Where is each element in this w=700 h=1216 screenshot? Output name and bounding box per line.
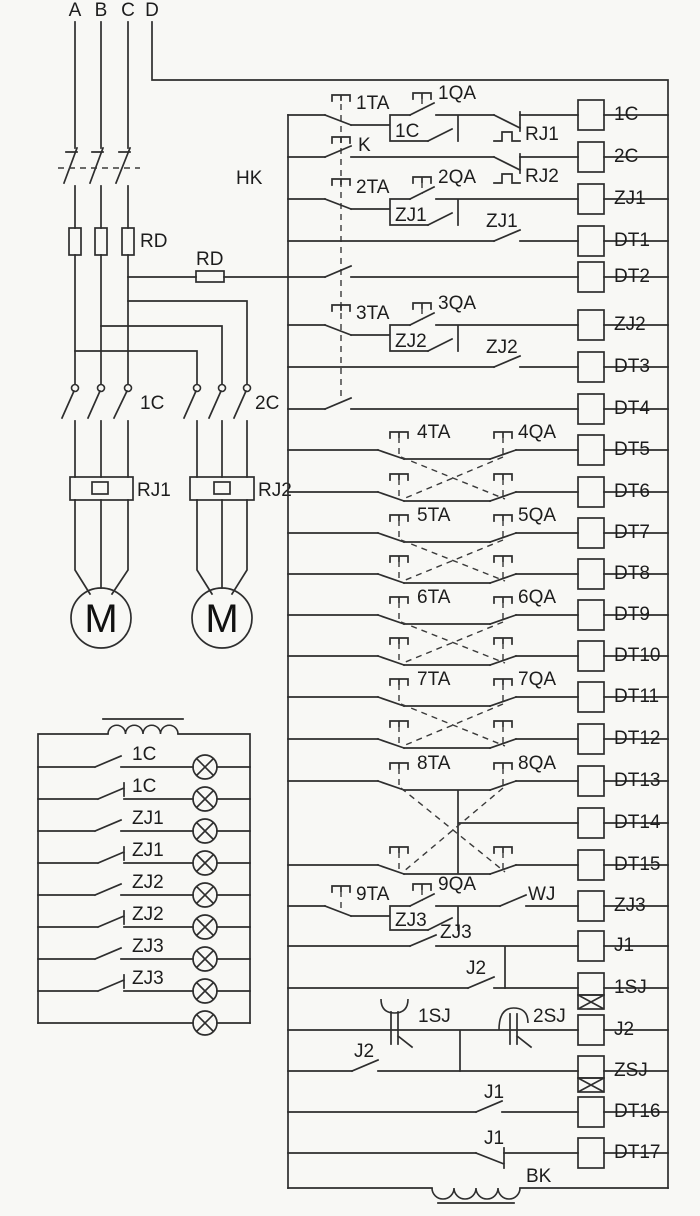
power-section (58, 0, 292, 648)
label-bk: BK (526, 1166, 552, 1187)
label-6qa: 6QA (518, 587, 557, 608)
ladder-group-6 (288, 587, 668, 671)
overload-rj2-symbol (190, 477, 254, 500)
label-rj2: RJ2 (525, 166, 559, 187)
coil-dt10 (578, 641, 604, 671)
label-coil-dt1: DT1 (614, 230, 650, 251)
contactor-2c-poles (184, 385, 251, 478)
label-coil-zj3: ZJ3 (614, 895, 646, 916)
phase-b-label: B (94, 0, 108, 21)
motor-leads (75, 500, 247, 594)
label-rj1: RJ1 (525, 124, 559, 145)
label-coil-dt2: DT2 (614, 266, 650, 287)
coil-dt8 (578, 559, 604, 589)
label-coil-dt4: DT4 (614, 398, 650, 419)
contactor-2-label: 2C (255, 393, 280, 414)
label-coil-dt6: DT6 (614, 481, 650, 502)
label-3ta: 3TA (356, 303, 390, 324)
motor-2-label: M (205, 597, 239, 641)
overload-1-label: RJ1 (137, 480, 171, 501)
phase-c-label: C (121, 0, 135, 21)
label-coil-zj2: ZJ2 (614, 314, 646, 335)
ladder-row-dt4 (288, 394, 668, 424)
overload-2-label: RJ2 (258, 480, 292, 501)
motor-2-symbol (192, 588, 252, 648)
label-coil-dt13: DT13 (614, 770, 661, 791)
label-coil-dt9: DT9 (614, 604, 650, 625)
label-5ta: 5TA (417, 505, 451, 526)
label-9qa: 9QA (438, 874, 477, 895)
lamp-label-zj2-no: ZJ2 (132, 872, 164, 893)
phase-drops (75, 255, 128, 384)
coil-dt2 (578, 262, 604, 292)
label-1ta: 1TA (356, 93, 390, 114)
ladder-row-zj1 (288, 167, 668, 226)
lamp-label-zj3-no: ZJ3 (132, 936, 164, 957)
label-j2-contact-zsj: J2 (354, 1041, 375, 1062)
label-zj2-contact: ZJ2 (486, 337, 518, 358)
lamp-6 (193, 915, 217, 939)
coil-dt14 (578, 808, 604, 838)
label-coil-zsj: ZSJ (614, 1060, 648, 1081)
label-coil-dt12: DT12 (614, 728, 661, 749)
coil-1c (578, 100, 604, 130)
coil-dt4 (578, 394, 604, 424)
contactor-1c-poles (62, 385, 132, 478)
label-9ta: 9TA (356, 884, 390, 905)
coil-dt9 (578, 600, 604, 630)
lamp-8 (193, 979, 217, 1003)
coil-zj2 (578, 310, 604, 340)
label-zj3-contact: ZJ3 (440, 922, 472, 943)
ladder-row-1sj (288, 958, 668, 1009)
label-3qa: 3QA (438, 293, 477, 314)
overload-rj1-symbol (70, 477, 133, 500)
lamp-9 (193, 1011, 217, 1035)
label-coil-dt11: DT11 (614, 686, 660, 707)
fuse-rd-symbols (69, 228, 134, 255)
label-4qa: 4QA (518, 422, 557, 443)
label-coil-dt17: DT17 (614, 1142, 661, 1163)
coil-j1 (578, 931, 604, 961)
fuse-control-label: RD (196, 249, 224, 270)
label-coil-dt7: DT7 (614, 522, 650, 543)
lamp-3 (193, 819, 217, 843)
ladder-row-zj3 (288, 874, 668, 931)
ladder-group-5 (288, 505, 668, 589)
coil-dt3 (578, 352, 604, 382)
knife-switch-hk-symbol (58, 148, 140, 228)
lamp-label-1c-nc: 1C (132, 776, 157, 797)
label-zj1-contact: ZJ1 (486, 211, 518, 232)
panel-transformer-coil (108, 725, 178, 734)
label-coil-dt16: DT16 (614, 1101, 661, 1122)
label-coil-dt5: DT5 (614, 439, 650, 460)
label-2qa: 2QA (438, 167, 477, 188)
coil-zj1 (578, 184, 604, 214)
ladder-row-dt1 (288, 211, 668, 256)
coil-j2 (578, 1015, 604, 1045)
label-5qa: 5QA (518, 505, 557, 526)
label-coil-j2: J2 (614, 1019, 635, 1040)
label-coil-dt10: DT10 (614, 645, 661, 666)
ladder-row-dt17 (288, 1128, 668, 1168)
control-fuse-symbol (196, 271, 224, 282)
coil-dt7 (578, 518, 604, 548)
label-j1-contact-dt17: J1 (484, 1128, 505, 1149)
coil-dt11 (578, 682, 604, 712)
label-j2-contact-1sj: J2 (466, 958, 487, 979)
label-1qa: 1QA (438, 83, 477, 104)
label-hold-1c: 1C (395, 121, 420, 142)
label-7qa: 7QA (518, 669, 557, 690)
label-8qa: 8QA (518, 753, 557, 774)
timer-contact-1sj-symbol (381, 999, 412, 1047)
phase-a-label: A (68, 0, 82, 21)
label-hold-zj2: ZJ2 (395, 331, 427, 352)
contactor-1-label: 1C (140, 393, 165, 414)
label-coil-dt14: DT14 (614, 812, 661, 833)
phase-lines (75, 22, 128, 148)
coil-dt17 (578, 1138, 604, 1168)
label-coil-1c: 1C (614, 104, 639, 125)
coil-2c (578, 142, 604, 172)
coil-1sj (578, 973, 604, 995)
label-1sj-contact: 1SJ (418, 1006, 451, 1027)
coil-dt12 (578, 724, 604, 754)
lamp-5 (193, 883, 217, 907)
lamp-panel (38, 719, 250, 1035)
label-hold-zj3: ZJ3 (395, 910, 427, 931)
label-hold-zj1: ZJ1 (395, 205, 427, 226)
lamp-4 (193, 851, 217, 875)
ladder-row-zsj (288, 1041, 668, 1092)
motor-1-symbol (71, 588, 131, 648)
label-wj: WJ (528, 884, 556, 905)
label-2ta: 2TA (356, 177, 390, 198)
coil-dt1 (578, 226, 604, 256)
label-coil-dt3: DT3 (614, 356, 650, 377)
ladder-group-4 (288, 422, 668, 507)
lamp-label-zj3-nc: ZJ3 (132, 968, 164, 989)
lamp-label-zj1-no: ZJ1 (132, 808, 164, 829)
label-j1-contact-dt16: J1 (484, 1082, 505, 1103)
label-coil-dt15: DT15 (614, 854, 661, 875)
coil-zsj (578, 1056, 604, 1078)
label-coil-zj1: ZJ1 (614, 188, 646, 209)
ladder-row-j2 (288, 999, 668, 1071)
lamp-label-zj2-nc: ZJ2 (132, 904, 164, 925)
timer-contact-2sj-symbol (499, 1008, 531, 1047)
label-8ta: 8TA (417, 753, 451, 774)
motor-1-label: M (84, 597, 118, 641)
label-coil-j1: J1 (614, 935, 635, 956)
phase-d-label: D (145, 0, 159, 21)
lamp-2 (193, 787, 217, 811)
coil-dt16 (578, 1097, 604, 1127)
label-coil-2c: 2C (614, 146, 639, 167)
label-2sj-contact: 2SJ (533, 1006, 566, 1027)
knife-switch-label: HK (236, 168, 263, 189)
coil-dt5 (578, 435, 604, 465)
ladder-row-dt2 (288, 262, 668, 292)
label-6ta: 6TA (417, 587, 451, 608)
ladder-row-1c (288, 83, 668, 145)
ladder-group-8 (288, 753, 668, 880)
label-k: K (358, 135, 371, 156)
label-coil-1sj: 1SJ (614, 977, 647, 998)
coil-dt15 (578, 850, 604, 880)
coil-dt6 (578, 477, 604, 507)
coil-zj3 (578, 891, 604, 921)
label-7ta: 7TA (417, 669, 451, 690)
ladder-row-dt16 (288, 1082, 668, 1127)
ladder-row-dt3 (288, 337, 668, 382)
lamp-1 (193, 755, 217, 779)
lamp-label-1c-no: 1C (132, 744, 157, 765)
ladder-row-zj2 (288, 293, 668, 352)
lamp-label-zj1-nc: ZJ1 (132, 840, 164, 861)
label-4ta: 4TA (417, 422, 451, 443)
coil-dt13 (578, 766, 604, 796)
ladder-group-7 (288, 669, 668, 754)
fuse-main-label: RD (140, 231, 168, 252)
bk-transformer (288, 1166, 668, 1203)
label-coil-dt8: DT8 (614, 563, 650, 584)
lamp-7 (193, 947, 217, 971)
